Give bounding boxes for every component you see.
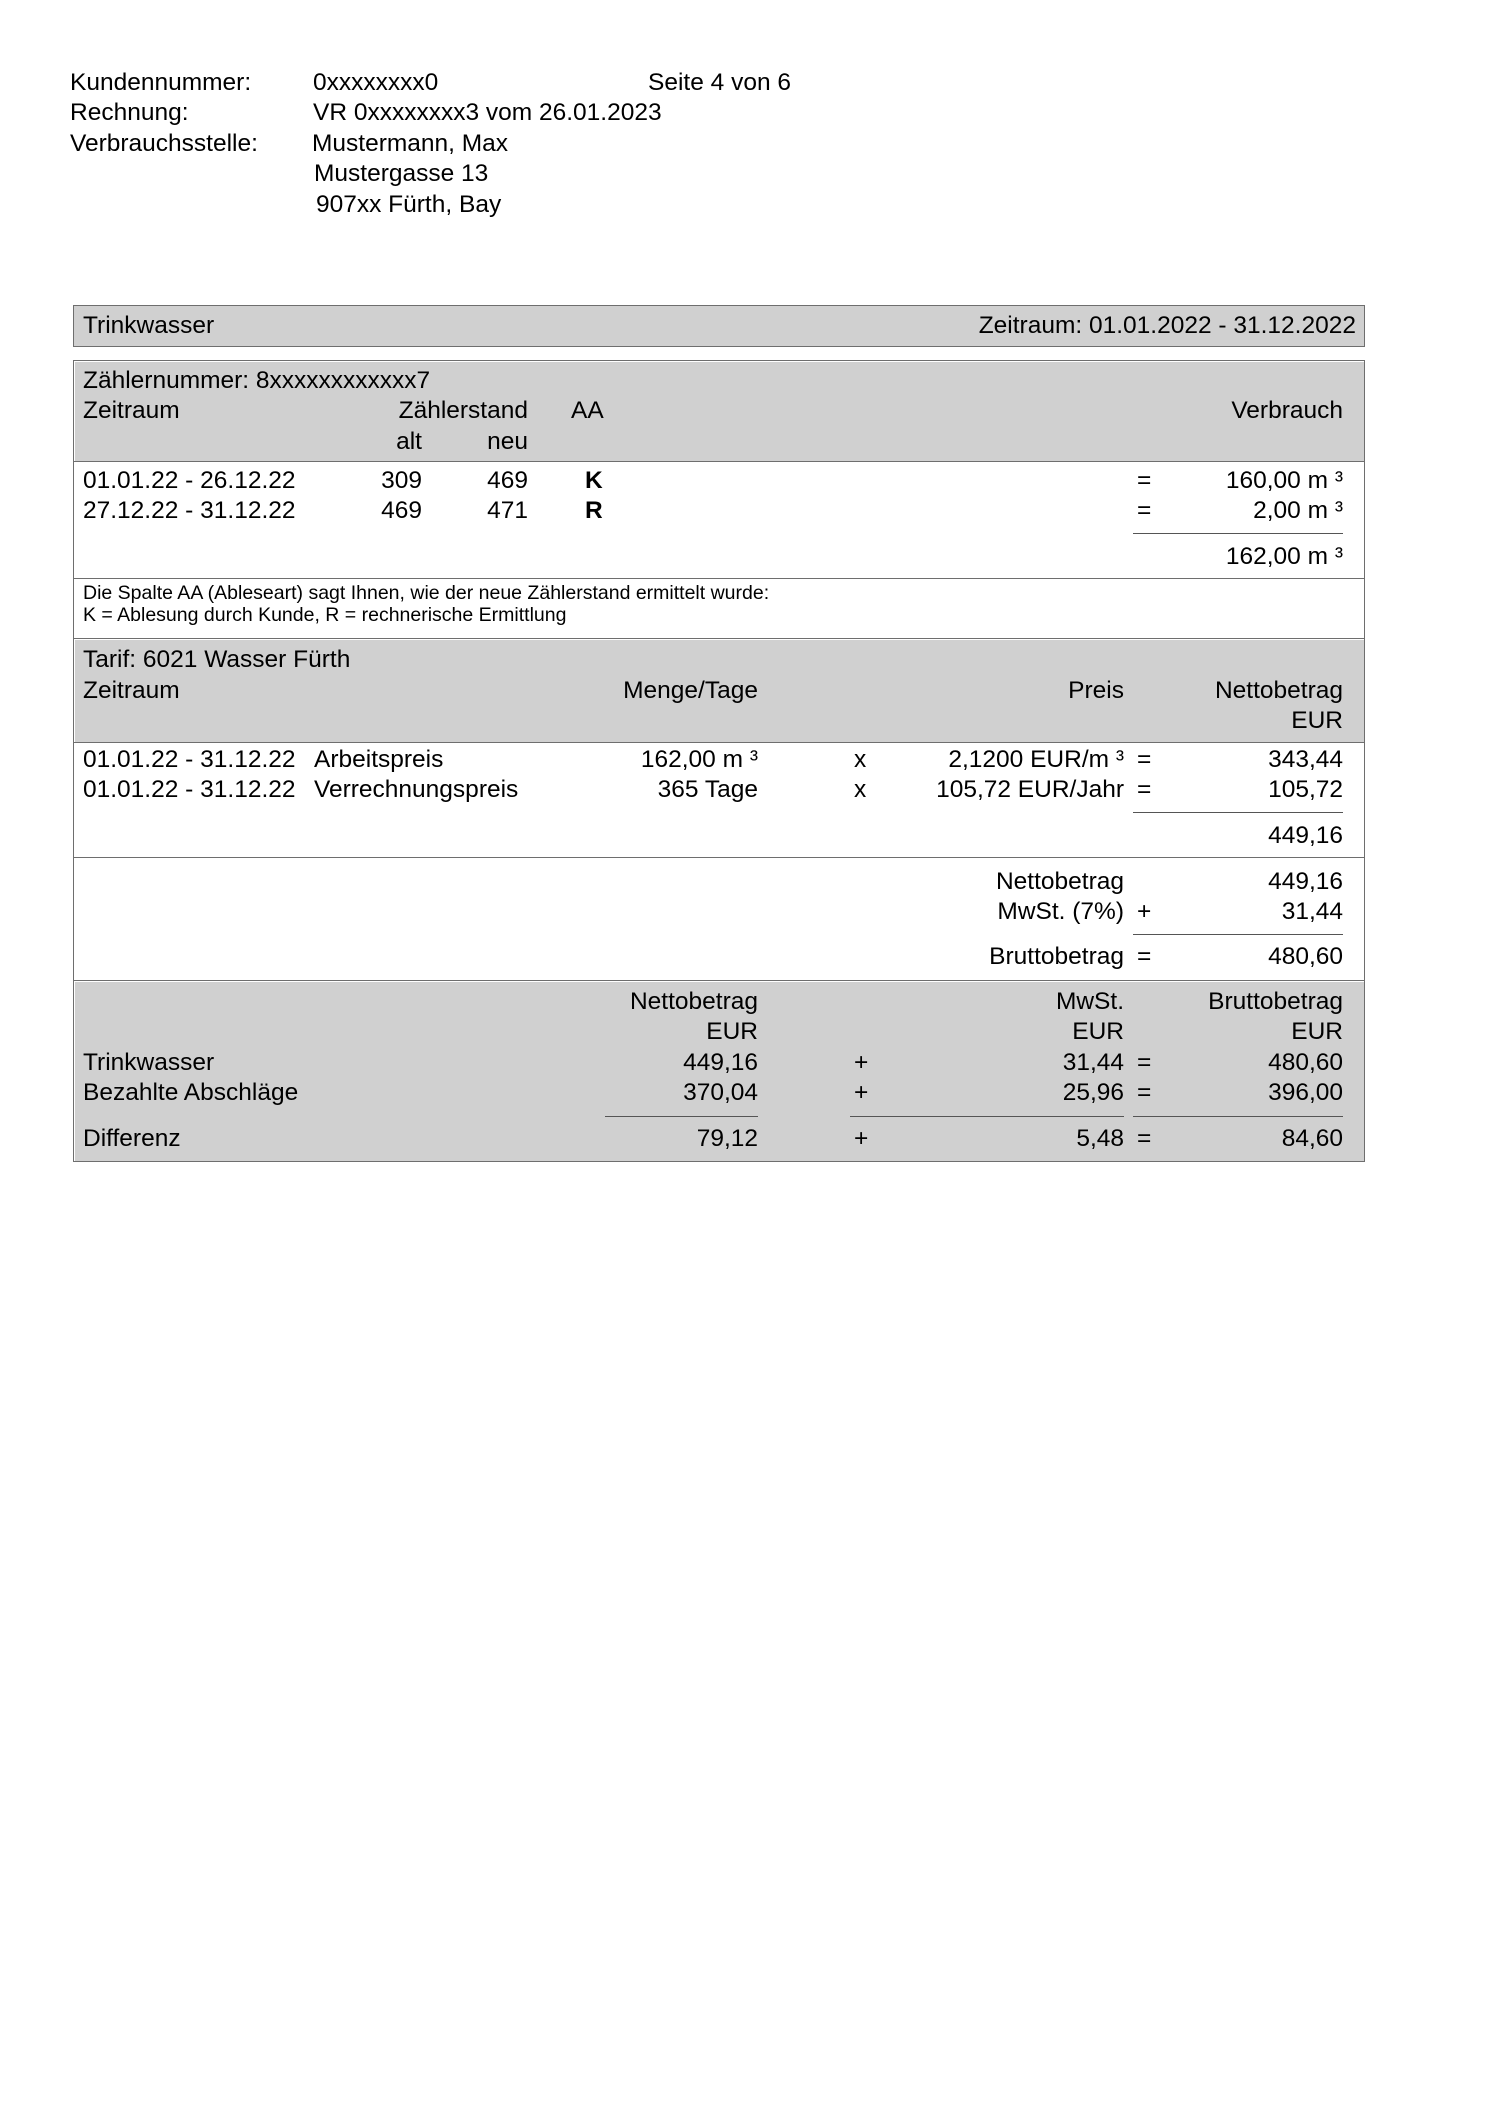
summary-col-netto-unit: EUR xyxy=(706,1018,758,1045)
rechnung-value: VR 0xxxxxxxx3 vom 26.01.2023 xyxy=(313,99,662,126)
col-nettobetrag: Nettobetrag xyxy=(1214,677,1343,704)
tariff-row-zeitraum: 01.01.22 - 31.12.22 xyxy=(83,746,296,773)
sum-underline xyxy=(850,1116,1124,1117)
sum-underline xyxy=(1133,533,1343,534)
page-number: Seite 4 von 6 xyxy=(648,69,792,96)
meter-row-verbrauch: 2,00 m ³ xyxy=(1253,497,1343,524)
summary-col-netto: Nettobetrag xyxy=(629,988,758,1015)
tariff-row-zeitraum: 01.01.22 - 31.12.22 xyxy=(83,776,296,803)
tariff-row-x: x xyxy=(854,746,867,773)
summary-row-brutto: 396,00 xyxy=(1268,1079,1343,1106)
section-title: Trinkwasser xyxy=(83,312,215,339)
col-zeitraum: Zeitraum xyxy=(83,677,180,704)
meter-row-neu: 469 xyxy=(487,467,528,494)
sum-underline xyxy=(1133,812,1343,813)
netto-value: 449,16 xyxy=(1268,868,1343,895)
meter-row-neu: 471 xyxy=(487,497,528,524)
sum-underline xyxy=(1133,934,1343,935)
summary-col-mwst: MwSt. xyxy=(1055,988,1124,1015)
tariff-row-preis: 105,72 EUR/Jahr xyxy=(936,776,1124,803)
divider xyxy=(73,857,1365,858)
col-verbrauch: Verbrauch xyxy=(1231,397,1343,424)
brutto-value: 480,60 xyxy=(1268,943,1343,970)
col-zaehlerstand: Zählerstand xyxy=(398,397,528,424)
tariff-row-menge: 365 Tage xyxy=(657,776,758,803)
summary-row-plus: + xyxy=(854,1049,869,1076)
meter-row-op: = xyxy=(1137,467,1152,494)
summary-col-brutto: Bruttobetrag xyxy=(1208,988,1343,1015)
tariff-row-netto: 105,72 xyxy=(1268,776,1343,803)
brutto-op: = xyxy=(1137,943,1152,970)
diff-eq: = xyxy=(1137,1125,1152,1152)
mwst-op: + xyxy=(1137,898,1152,925)
netto-label: Nettobetrag xyxy=(995,868,1124,895)
col-alt: alt xyxy=(396,428,422,455)
col-neu: neu xyxy=(487,428,528,455)
tariff-row-menge: 162,00 m ³ xyxy=(640,746,758,773)
summary-col-brutto-unit: EUR xyxy=(1291,1018,1343,1045)
diff-plus: + xyxy=(854,1125,869,1152)
summary-row-label: Bezahlte Abschläge xyxy=(83,1079,299,1106)
verbrauchsstelle-label: Verbrauchsstelle: xyxy=(70,130,258,157)
kundennummer-value: 0xxxxxxxx0 xyxy=(313,69,439,96)
meter-row-alt: 309 xyxy=(381,467,422,494)
col-preis: Preis xyxy=(1068,677,1124,704)
zaehlernummer: Zählernummer: 8xxxxxxxxxxxx7 xyxy=(83,367,431,394)
tariff-name: Tarif: 6021 Wasser Fürth xyxy=(83,646,351,673)
section-period: Zeitraum: 01.01.2022 - 31.12.2022 xyxy=(978,312,1356,339)
summary-row-brutto: 480,60 xyxy=(1268,1049,1343,1076)
mwst-value: 31,44 xyxy=(1281,898,1343,925)
meter-row-verbrauch: 160,00 m ³ xyxy=(1225,467,1343,494)
summary-row-netto: 370,04 xyxy=(683,1079,758,1106)
tariff-row-preis: 2,1200 EUR/m ³ xyxy=(948,746,1124,773)
meter-row-alt: 469 xyxy=(381,497,422,524)
address-line-street: Mustergasse 13 xyxy=(314,160,489,187)
col-nettobetrag-unit: EUR xyxy=(1291,707,1343,734)
diff-netto: 79,12 xyxy=(696,1125,758,1152)
rechnung-label: Rechnung: xyxy=(70,99,189,126)
summary-row-eq: = xyxy=(1137,1049,1152,1076)
meter-row-op: = xyxy=(1137,497,1152,524)
divider xyxy=(73,461,1365,462)
brutto-label: Bruttobetrag xyxy=(989,943,1124,970)
tariff-row-netto: 343,44 xyxy=(1268,746,1343,773)
summary-row-label: Trinkwasser xyxy=(83,1049,215,1076)
divider xyxy=(73,578,1365,579)
summary-col-mwst-unit: EUR xyxy=(1072,1018,1124,1045)
summary-row-plus: + xyxy=(854,1079,869,1106)
col-menge: Menge/Tage xyxy=(623,677,758,704)
sum-underline xyxy=(1133,1116,1343,1117)
address-line-city: 907xx Fürth, Bay xyxy=(316,191,502,218)
mwst-label: MwSt. (7%) xyxy=(997,898,1124,925)
diff-label: Differenz xyxy=(83,1125,181,1152)
legend-note: Die Spalte AA (Ableseart) sagt Ihnen, wie der neue Zählerstand ermittelt wurde: xyxy=(83,582,770,604)
tariff-row-op: = xyxy=(1137,746,1152,773)
diff-mwst: 5,48 xyxy=(1076,1125,1124,1152)
legend-note: K = Ablesung durch Kunde, R = rechnerische Ermittlung xyxy=(83,604,567,626)
tariff-row-desc: Arbeitspreis xyxy=(314,746,444,773)
address-line-name: Mustermann, Max xyxy=(312,130,509,157)
sum-underline xyxy=(605,1116,758,1117)
tariff-subtotal: 449,16 xyxy=(1268,822,1343,849)
kundennummer-label: Kundennummer: xyxy=(70,69,252,96)
col-zeitraum: Zeitraum xyxy=(83,397,180,424)
tariff-row-desc: Verrechnungspreis xyxy=(314,776,519,803)
summary-row-mwst: 31,44 xyxy=(1062,1049,1124,1076)
meter-row-aa: K xyxy=(585,467,603,494)
meter-total: 162,00 m ³ xyxy=(1225,543,1343,570)
col-aa: AA xyxy=(571,397,604,424)
divider xyxy=(73,742,1365,743)
meter-row-zeitraum: 01.01.22 - 26.12.22 xyxy=(83,467,296,494)
summary-row-eq: = xyxy=(1137,1079,1152,1106)
tariff-row-x: x xyxy=(854,776,867,803)
summary-row-mwst: 25,96 xyxy=(1062,1079,1124,1106)
meter-row-aa: R xyxy=(585,497,603,524)
diff-brutto: 84,60 xyxy=(1281,1125,1343,1152)
meter-row-zeitraum: 27.12.22 - 31.12.22 xyxy=(83,497,296,524)
tariff-row-op: = xyxy=(1137,776,1152,803)
summary-row-netto: 449,16 xyxy=(683,1049,758,1076)
